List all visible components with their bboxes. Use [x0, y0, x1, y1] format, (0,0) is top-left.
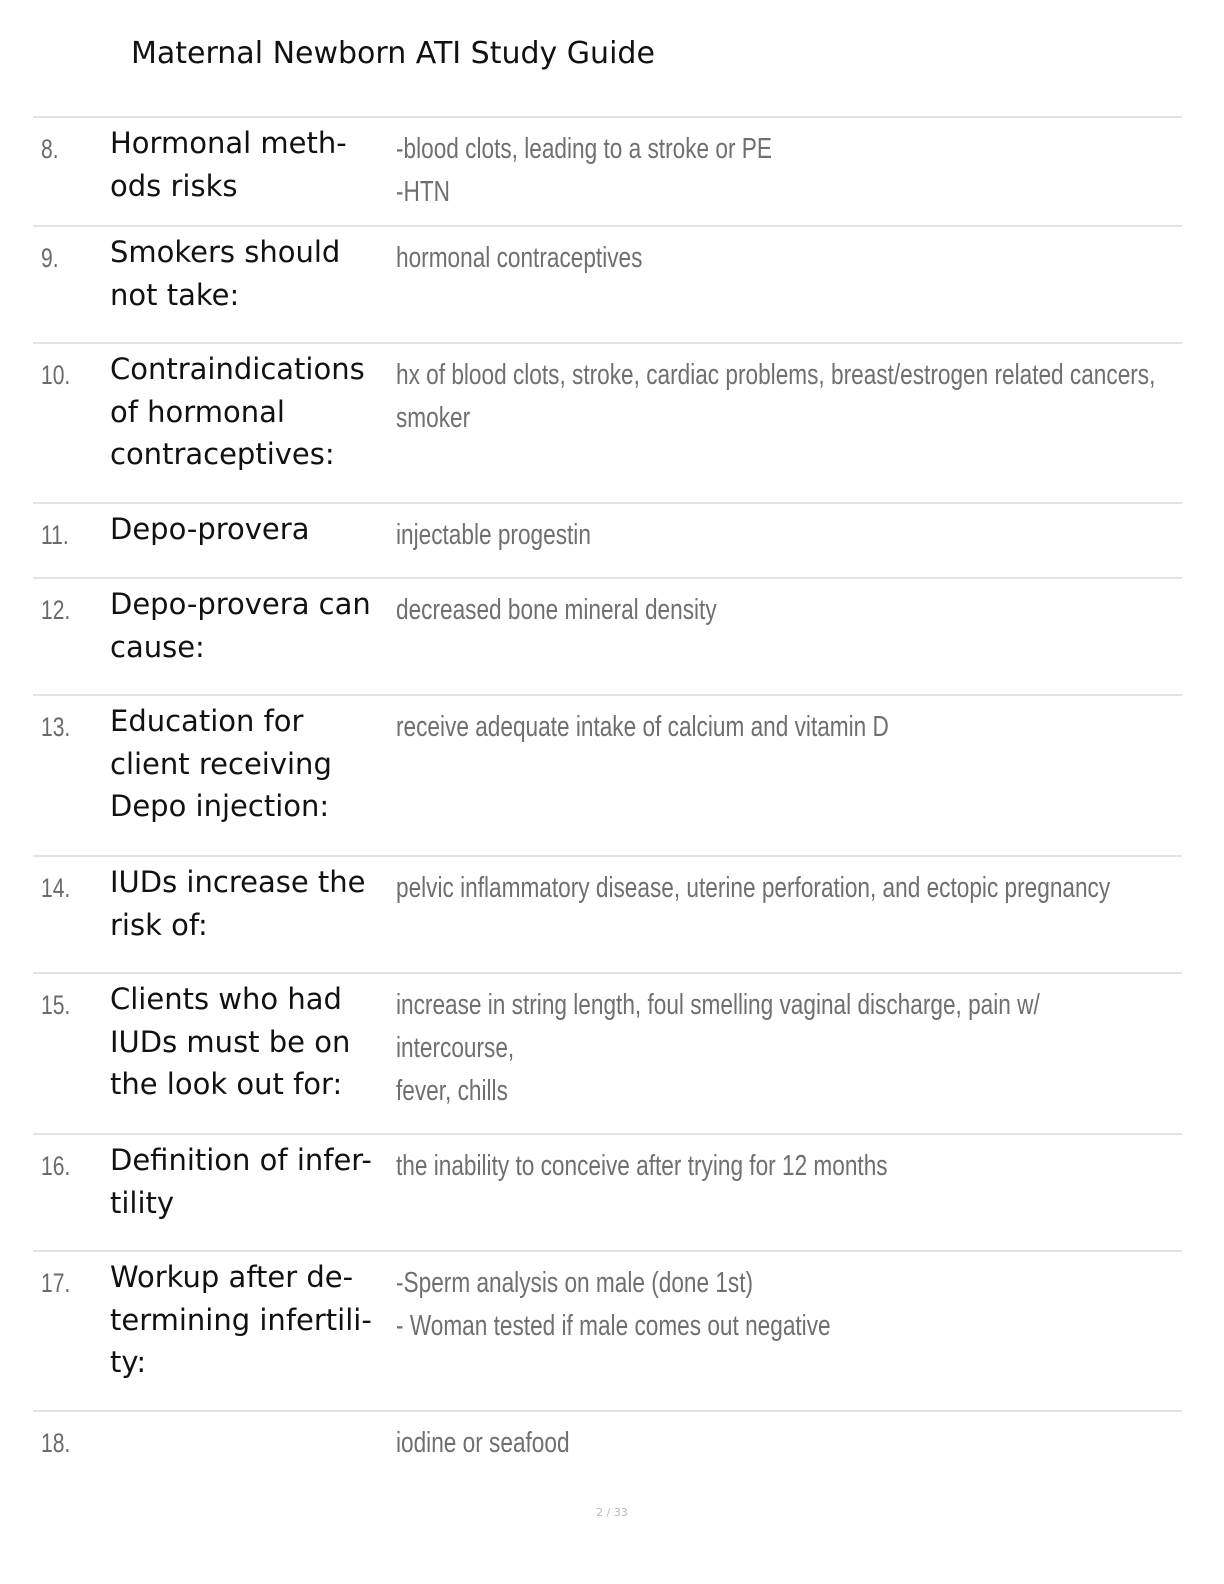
flashcard-row: [33, 696, 1182, 857]
flashcard-row: [33, 857, 1182, 974]
page-counter: 2 / 33: [596, 1506, 628, 1519]
card-definition: receive adequate intake of calcium and vitamin D: [396, 711, 889, 743]
flashcard-row: [33, 344, 1182, 504]
card-number: 8.: [41, 134, 59, 164]
card-term: Depo-provera: [110, 512, 310, 546]
card-term: Depo-provera can cause:: [110, 587, 371, 664]
flashcard-row: [33, 579, 1182, 696]
card-term: Clients who had IUDs must be on the look out for:: [110, 982, 351, 1101]
card-definition: decreased bone mineral density: [396, 594, 717, 626]
card-definition: iodine or seafood: [396, 1427, 570, 1459]
card-term: IUDs increase the risk of:: [110, 865, 366, 942]
card-number: 18.: [41, 1428, 71, 1458]
card-number: 9.: [41, 243, 59, 273]
card-number: 15.: [41, 990, 71, 1020]
card-definition: -blood clots, leading to a stroke or PE -HTN: [396, 133, 772, 208]
card-definition: injectable progestin: [396, 519, 591, 551]
card-number: 14.: [41, 873, 71, 903]
card-term: Education for client receiving Depo injection:: [110, 704, 332, 823]
flashcard-row: [33, 504, 1182, 579]
card-number: 13.: [41, 712, 71, 742]
flashcard-row: [33, 1412, 1182, 1487]
card-definition: pelvic inflammatory disease, uterine perforation, and ectopic pregnancy: [396, 872, 1111, 904]
card-term: Contraindications of hormonal contraceptives:: [110, 352, 365, 471]
flashcard-row: [33, 1252, 1182, 1412]
document-title: Maternal Newborn ATI Study Guide: [131, 36, 655, 71]
card-number: 10.: [41, 360, 71, 390]
flashcard-row: [33, 227, 1182, 344]
card-number: 17.: [41, 1268, 71, 1298]
flashcard-row: [33, 1135, 1182, 1252]
card-definition: hormonal contraceptives: [396, 242, 643, 274]
flashcard-row: [33, 974, 1182, 1135]
card-number: 11.: [41, 520, 69, 550]
card-number: 12.: [41, 595, 71, 625]
flashcard-row: [33, 118, 1182, 227]
card-definition: hx of blood clots, stroke, cardiac problems, breast/estrogen related cancers, smoker: [396, 359, 1156, 434]
card-definition: the inability to conceive after trying for 12 months: [396, 1150, 888, 1182]
card-definition: increase in string length, foul smelling vaginal discharge, pain w/ intercourse, fever, chills: [396, 989, 1040, 1107]
card-number: 16.: [41, 1151, 71, 1181]
card-term: Definition of infer- tility: [110, 1143, 372, 1220]
card-term: Hormonal meth- ods risks: [110, 126, 347, 203]
card-term: Smokers should not take:: [110, 235, 341, 312]
card-definition: -Sperm analysis on male (done 1st) - Woman tested if male comes out negative: [396, 1267, 831, 1342]
card-term: Workup after de- termining infertili- ty:: [110, 1260, 372, 1379]
flashcard-list: [33, 116, 1182, 1487]
